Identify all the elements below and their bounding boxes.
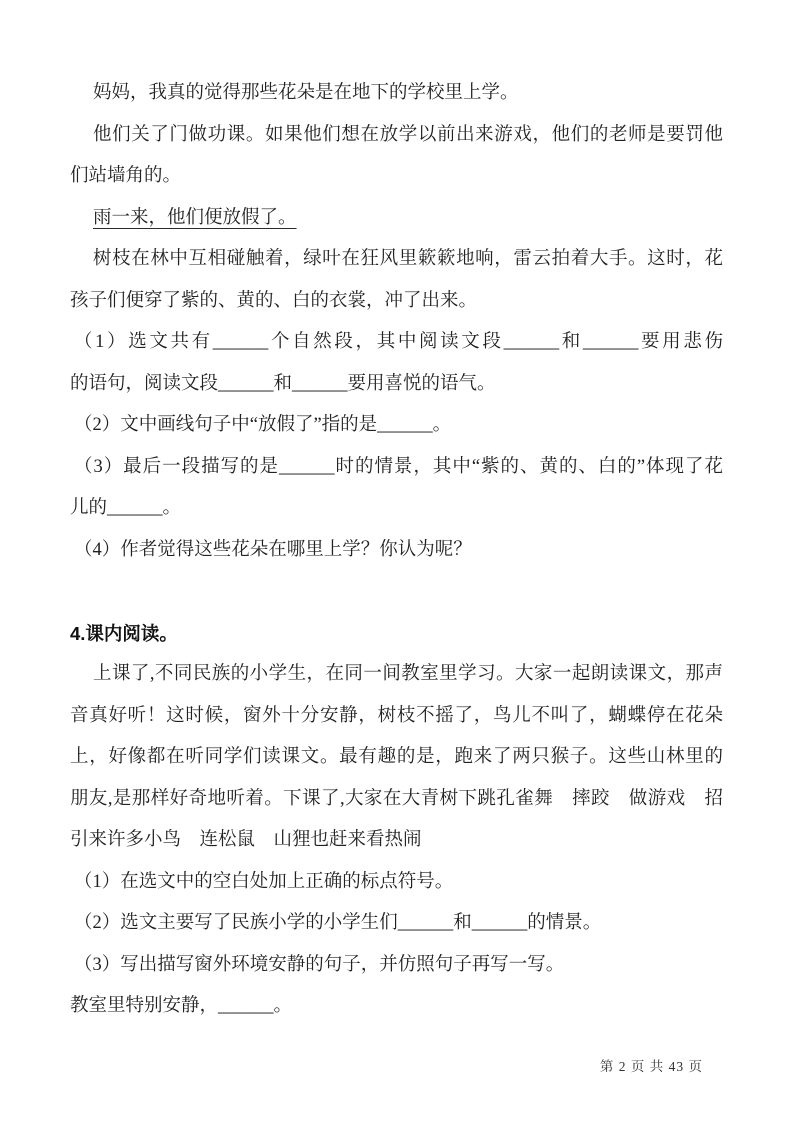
- page-footer: [70, 1059, 723, 1075]
- passage-line: 妈妈，我真的觉得那些花朵是在地下的学校里上学。: [93, 83, 519, 103]
- passage-line-underlined: 雨一来，他们便放假了。: [93, 207, 297, 228]
- question-line: 教室里特别安静，______。: [70, 996, 293, 1016]
- question-line: （2）选文主要写了民族小学的小学生们______和______的情景。: [74, 913, 602, 933]
- section-heading: 4.课内阅读。: [70, 622, 178, 644]
- question-line: （3）写出描写窗外环境安静的句子，并仿照句子再写一写。: [74, 954, 565, 975]
- question-line: （4）作者觉得这些花朵在哪里上学？你认为呢？: [74, 539, 472, 560]
- passage-line: 朋友,是那样好奇地听着。下课了,大家在大青树下跳孔雀舞 摔跤 做游戏 招: [70, 788, 723, 809]
- question-line: 儿的______。: [70, 498, 182, 518]
- question-line: （1）在选文中的空白处加上正确的标点符号。: [74, 871, 454, 892]
- question-line: （1）选文共有______个自然段，其中阅读文段______和______要用悲伤: [74, 332, 723, 352]
- blank-line: [70, 571, 723, 613]
- passage-line: 他们关了门做功课。如果他们想在放学以前出来游戏，他们的老师是要罚他: [93, 124, 723, 145]
- question-line: （2）文中画线句子中“放假了”指的是______。: [74, 415, 452, 435]
- passage-line: 引来许多小鸟 连松鼠 山狸也赶来看热闹: [70, 830, 422, 850]
- passage-line: 树枝在林中互相碰触着，绿叶在狂风里簌簌地响，雷云拍着大手。这时，花: [93, 249, 723, 269]
- passage-line: 音真好听！这时候，窗外十分安静，树枝不摇了，鸟儿不叫了，蝴蝶停在花朵: [70, 705, 723, 726]
- passage-line: 上，好像都在听同学们读课文。最有趣的是，跑来了两只猴子。这些山林里的: [70, 747, 723, 767]
- passage-line: 孩子们便穿了紫的、黄的、白的衣裳，冲了出来。: [70, 290, 478, 311]
- passage-line: 们站墙角的。: [70, 166, 182, 186]
- page-indicator: 第 2 页 共 43 页: [599, 1058, 703, 1074]
- question-line: 的语句，阅读文段______和______要用喜悦的语气。: [70, 373, 496, 394]
- question-line: （3）最后一段描写的是______时的情景，其中“紫的、黄的、白的”体现了花: [74, 456, 723, 477]
- passage-line: 上课了,不同民族的小学生，在同一间教室里学习。大家一起朗读课文，那声: [93, 664, 723, 684]
